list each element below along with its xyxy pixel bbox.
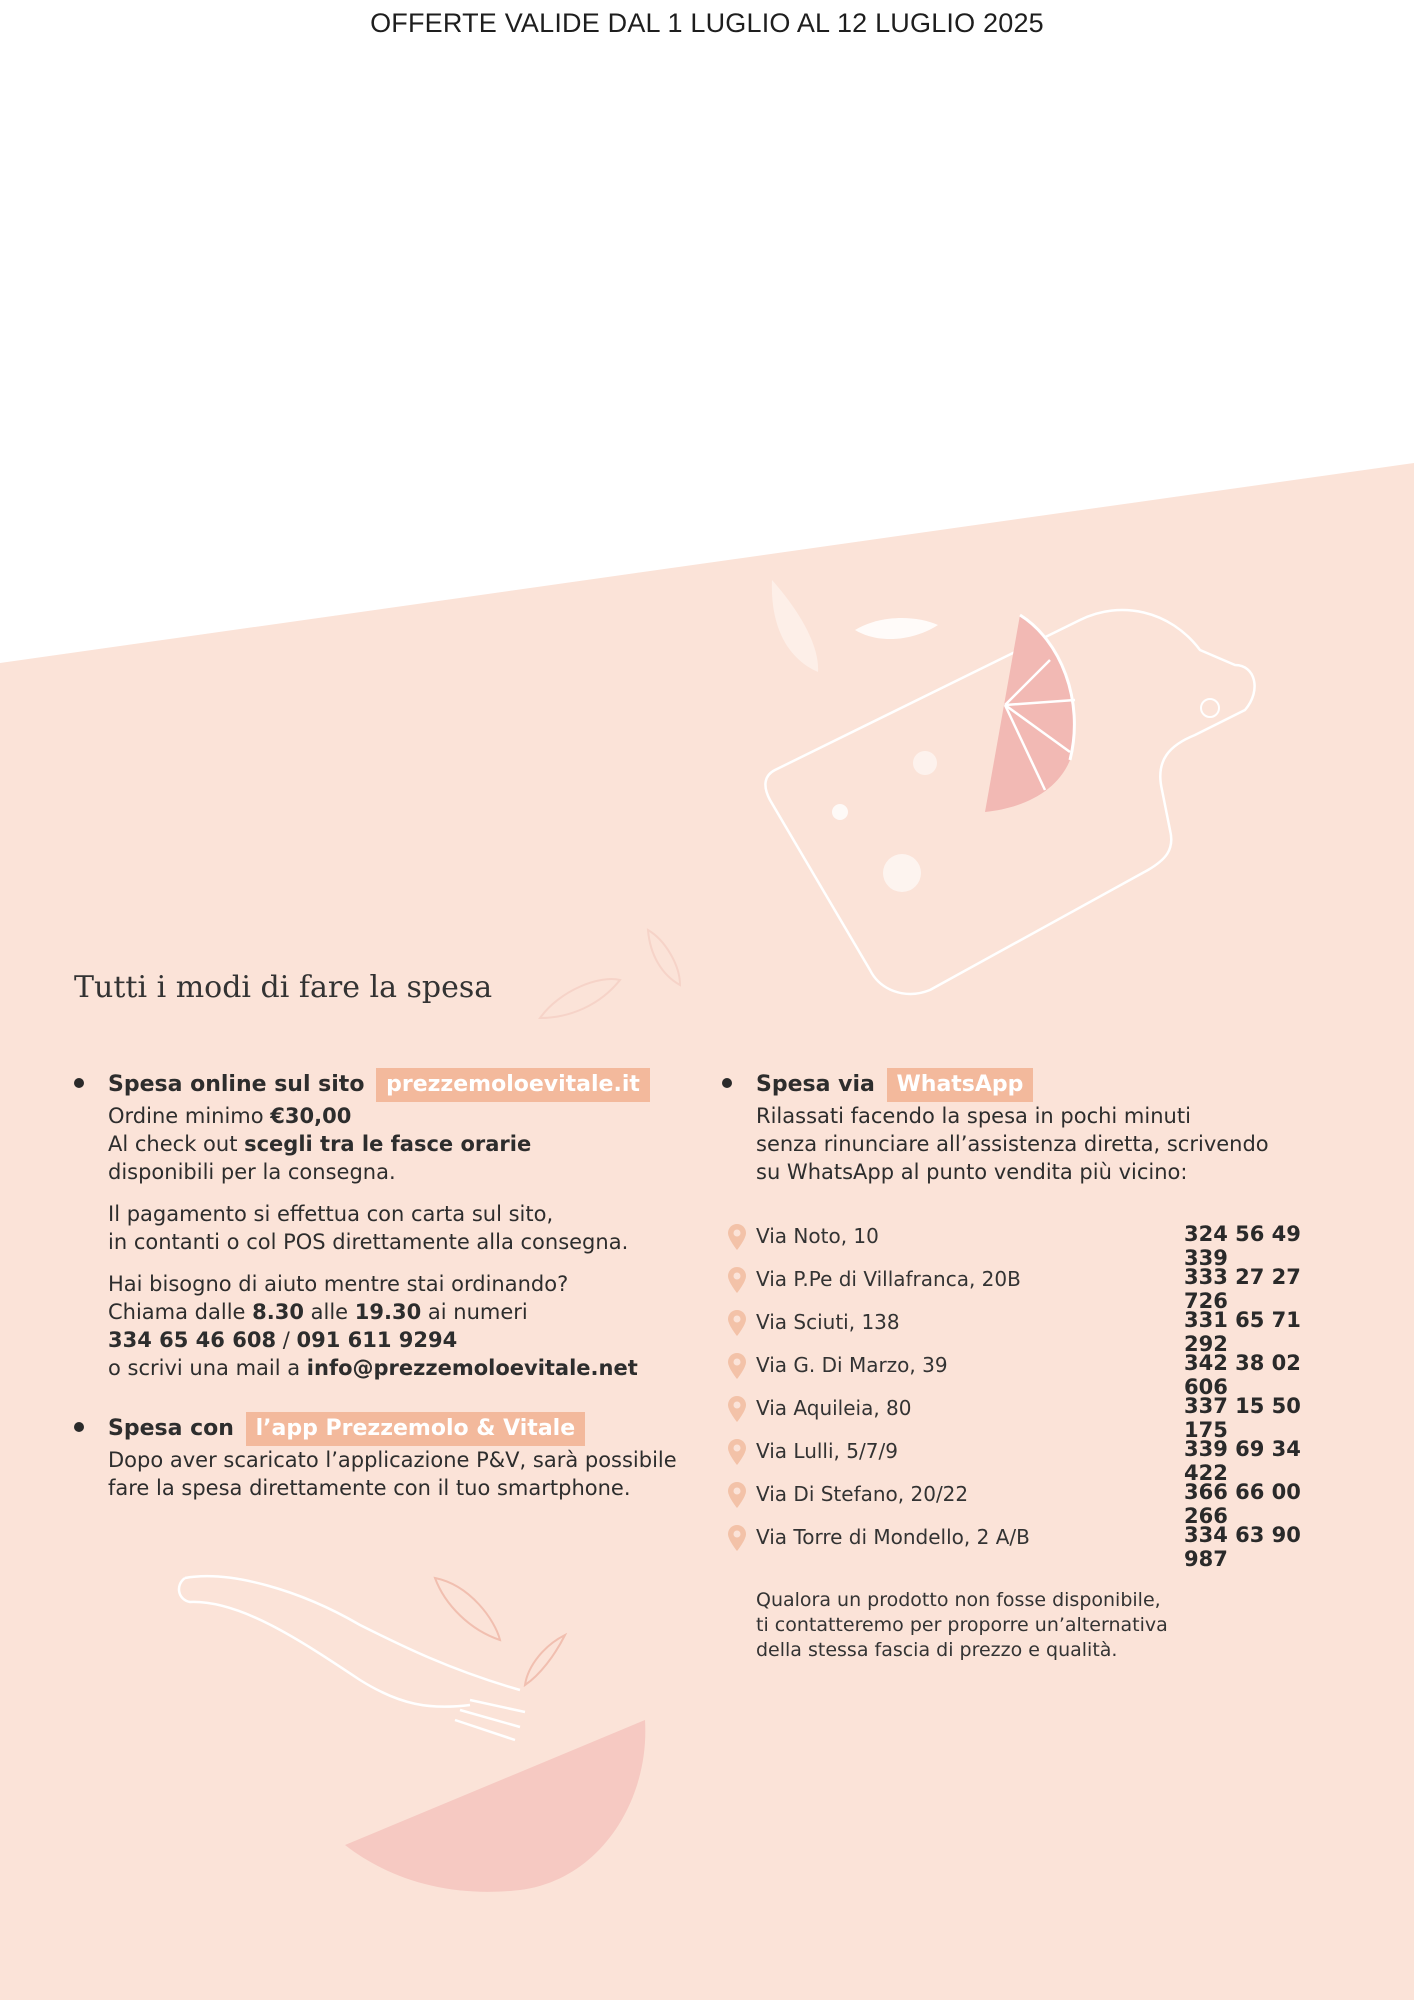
help-numbers-label: ai numeri <box>421 1300 528 1324</box>
online-heading-label: Spesa online sul sito <box>108 1072 365 1097</box>
app-line-1: Dopo aver scaricato l’applicazione P&V, sarà possibile <box>108 1448 677 1472</box>
checkout-suffix: disponibili per la consegna. <box>108 1160 396 1184</box>
store-phone[interactable]: 337 15 50 175 <box>1184 1394 1301 1442</box>
store-address: Via Aquileia, 80 <box>756 1396 912 1420</box>
online-shopping-block <box>74 1068 714 1382</box>
store-list <box>722 1218 1342 1571</box>
list-item[interactable] <box>722 1433 1342 1485</box>
checkout-bold: scegli tra le fasce orarie <box>244 1132 532 1156</box>
store-address: Via Torre di Mondello, 2 A/B <box>756 1525 1030 1549</box>
store-address: Via Di Stefano, 20/22 <box>756 1482 969 1506</box>
offer-validity-banner: OFFERTE VALIDE DAL 1 LUGLIO AL 12 LUGLIO 2025 <box>370 8 1044 38</box>
location-pin-icon <box>728 1525 746 1551</box>
store-address: Via Noto, 10 <box>756 1224 879 1248</box>
store-address: Via Sciuti, 138 <box>756 1310 900 1334</box>
app-heading-label: Spesa con <box>108 1416 234 1441</box>
note-line-1: Qualora un prodotto non fosse disponibile, <box>756 1589 1161 1611</box>
help-phone-1[interactable]: 334 65 46 608 <box>108 1328 277 1352</box>
help-from-time: 8.30 <box>252 1300 304 1324</box>
whatsapp-tag[interactable]: WhatsApp <box>887 1068 1034 1102</box>
note-line-3: della stessa fascia di prezzo e qualità. <box>756 1639 1118 1661</box>
help-hours-line <box>108 1298 714 1326</box>
location-pin-icon <box>728 1482 746 1508</box>
min-order-line <box>108 1102 714 1130</box>
whatsapp-line-3: su WhatsApp al punto vendita più vicino: <box>756 1160 1188 1184</box>
payment-line-1: Il pagamento si effettua con carta sul sito, <box>108 1202 554 1226</box>
phone-separator: / <box>276 1328 297 1352</box>
location-pin-icon <box>728 1224 746 1250</box>
whatsapp-block <box>722 1068 1362 1186</box>
location-pin-icon <box>728 1396 746 1422</box>
whatsapp-heading <box>756 1068 1362 1102</box>
bullet-dot <box>722 1078 732 1088</box>
app-heading <box>108 1412 714 1446</box>
location-pin-icon <box>728 1439 746 1465</box>
list-item[interactable] <box>722 1304 1342 1356</box>
app-name-tag[interactable]: l’app Prezzemolo & Vitale <box>246 1412 586 1446</box>
online-heading <box>108 1068 714 1102</box>
location-pin-icon <box>728 1267 746 1293</box>
help-to-time: 19.30 <box>354 1300 422 1324</box>
list-item[interactable] <box>722 1390 1342 1442</box>
list-item[interactable] <box>722 1261 1342 1313</box>
store-phone[interactable]: 342 38 02 606 <box>1184 1351 1301 1399</box>
app-line-2: fare la spesa direttamente con il tuo smartphone. <box>108 1476 631 1500</box>
store-phone[interactable]: 366 66 00 266 <box>1184 1480 1301 1528</box>
whatsapp-line-2: senza rinunciare all’assistenza diretta, scrivendo <box>756 1132 1269 1156</box>
bullet-dot <box>74 1078 84 1088</box>
help-call-label: Chiama dalle <box>108 1300 253 1324</box>
help-line-1: Hai bisogno di aiuto mentre stai ordinando? <box>108 1272 569 1296</box>
mail-label: o scrivi una mail a <box>108 1356 307 1380</box>
right-column <box>722 1068 1362 1186</box>
left-column <box>74 1068 714 1502</box>
list-item[interactable] <box>722 1347 1342 1399</box>
mail-link[interactable]: info@prezzemoloevitale.net <box>306 1356 638 1380</box>
min-order-value: €30,00 <box>270 1104 352 1128</box>
mail-line <box>108 1354 714 1382</box>
store-address: Via Lulli, 5/7/9 <box>756 1439 898 1463</box>
list-item[interactable] <box>722 1218 1342 1270</box>
whatsapp-heading-label: Spesa via <box>756 1072 875 1097</box>
checkout-line <box>108 1130 714 1158</box>
section-title: Tutti i modi di fare la spesa <box>74 970 493 1005</box>
location-pin-icon <box>728 1310 746 1336</box>
payment-line-2: in contanti o col POS direttamente alla consegna. <box>108 1230 629 1254</box>
checkout-label: Al check out <box>108 1132 245 1156</box>
store-phone[interactable]: 334 63 90 987 <box>1184 1523 1301 1571</box>
app-shopping-block <box>74 1412 714 1502</box>
min-order-label: Ordine minimo <box>108 1104 271 1128</box>
help-between-label: alle <box>303 1300 355 1324</box>
store-phone[interactable]: 324 56 49 339 <box>1184 1222 1301 1270</box>
site-link[interactable]: prezzemoloevitale.it <box>376 1068 650 1102</box>
store-address: Via G. Di Marzo, 39 <box>756 1353 948 1377</box>
location-pin-icon <box>728 1353 746 1379</box>
store-phone[interactable]: 333 27 27 726 <box>1184 1265 1301 1313</box>
availability-note <box>756 1588 1316 1663</box>
bullet-dot <box>74 1422 84 1432</box>
help-phones-line <box>108 1326 714 1354</box>
store-address: Via P.Pe di Villafranca, 20B <box>756 1267 1021 1291</box>
list-item[interactable] <box>722 1476 1342 1528</box>
store-phone[interactable]: 331 65 71 292 <box>1184 1308 1301 1356</box>
note-line-2: ti contatteremo per proporre un’alternativa <box>756 1614 1168 1636</box>
list-item[interactable] <box>722 1519 1342 1571</box>
store-phone[interactable]: 339 69 34 422 <box>1184 1437 1301 1485</box>
whatsapp-line-1: Rilassati facendo la spesa in pochi minuti <box>756 1104 1191 1128</box>
help-phone-2[interactable]: 091 611 9294 <box>296 1328 458 1352</box>
